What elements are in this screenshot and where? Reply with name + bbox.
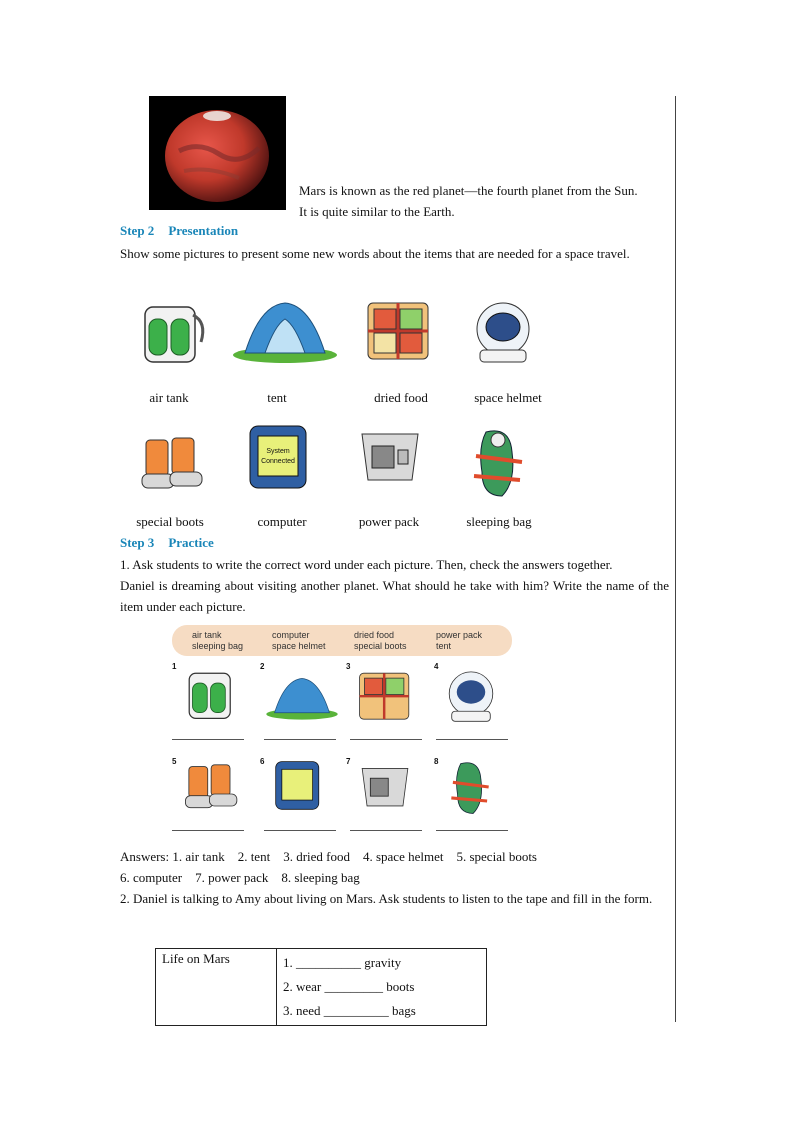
computer-icon [240, 418, 318, 500]
step2-number: Step 2 [120, 223, 155, 238]
bank-word: power pack [436, 630, 483, 640]
intro-line-2: It is quite similar to the Earth. [299, 204, 455, 219]
space-helmet-icon [466, 295, 540, 371]
caption-space-helmet: space helmet [474, 390, 542, 405]
space-helmet-icon [440, 665, 502, 729]
bank-word: tent [436, 641, 452, 651]
right-margin-line [675, 96, 676, 1022]
caption-computer: computer [257, 514, 307, 529]
step3-number: Step 3 [120, 535, 155, 550]
item-number: 1 [172, 662, 177, 671]
word-bank-col-1 [192, 630, 243, 652]
step3-paragraph-2: Daniel is dreaming about visiting another planet. What should he take with him? Write the name of the item under each picture. [120, 578, 669, 614]
sleeping-bag-icon [442, 755, 498, 819]
mars-image [149, 96, 286, 210]
step2-heading [120, 223, 252, 239]
caption-special-boots: special boots [136, 514, 204, 529]
answer-line [436, 830, 508, 831]
word-bank-col-3 [354, 630, 407, 652]
word-bank-col-4 [436, 630, 482, 652]
caption-air-tank: air tank [149, 390, 189, 405]
answer-line [172, 830, 244, 831]
form-row-boots[interactable]: 2. wear _________ boots [283, 979, 415, 994]
power-pack-icon [354, 757, 416, 819]
step3-heading [120, 535, 228, 551]
caption-sleeping-bag: sleeping bag [466, 514, 532, 529]
special-boots-icon [138, 430, 208, 500]
item-number: 4 [434, 662, 439, 671]
item-number: 7 [346, 757, 351, 766]
answer-line [436, 739, 508, 740]
svg-text:System: System [266, 448, 290, 455]
answer-line [350, 739, 422, 740]
item-number: 2 [260, 662, 265, 671]
air-tank-icon [135, 297, 213, 375]
step2-description: Show some pictures to present some new words about the items that are needed for a space travel. [120, 246, 630, 261]
answers-line-1: Answers: 1. air tank 2. tent 3. dried food 4. space helmet 5. special boots [120, 849, 537, 864]
item-number: 5 [172, 757, 177, 766]
item-number: 3 [346, 662, 351, 671]
form-row-bags[interactable]: 3. need __________ bags [283, 1003, 416, 1018]
answer-line [350, 830, 422, 831]
bank-word: air tank [192, 630, 222, 640]
form-row-gravity[interactable]: 1. __________ gravity [283, 955, 402, 970]
tent-icon [230, 295, 340, 365]
answer-line [264, 830, 336, 831]
tent-icon [264, 673, 340, 721]
step3-title: Practice [168, 535, 214, 550]
caption-tent: tent [267, 390, 287, 405]
sleeping-bag-icon [462, 422, 534, 502]
caption-dried-food: dried food [374, 390, 428, 405]
form-label: Life on Mars [156, 949, 277, 1026]
bank-word: space helmet [272, 641, 326, 651]
step3-paragraph-1: 1. Ask students to write the correct word under each picture. Then, check the answers together. [120, 557, 613, 572]
power-pack-icon [352, 420, 428, 496]
answer-line [172, 739, 244, 740]
form-fields [277, 949, 487, 1026]
item-number: 6 [260, 757, 265, 766]
svg-text:Connected: Connected [261, 458, 295, 465]
workbook-exercise [172, 625, 512, 835]
life-on-mars-form [155, 948, 487, 1026]
special-boots-icon [180, 758, 244, 818]
answers-line-2: 6. computer 7. power pack 8. sleeping bag [120, 870, 360, 885]
caption-power-pack: power pack [358, 514, 420, 529]
task-2-instructions: 2. Daniel is talking to Amy about living on Mars. Ask students to listen to the tape and fill in the form. [120, 891, 653, 906]
item-number: 8 [434, 757, 439, 766]
bank-word: dried food [354, 630, 395, 640]
word-bank-col-2 [272, 630, 326, 652]
air-tank-icon [180, 665, 246, 729]
answer-line [264, 739, 336, 740]
bank-word: sleeping bag [192, 641, 244, 651]
bank-word: special boots [354, 641, 407, 651]
step2-title: Presentation [168, 223, 239, 238]
intro-line-1: Mars is known as the red planet—the fourth planet from the Sun. [299, 183, 638, 198]
dried-food-icon [360, 293, 438, 371]
bank-word: computer [272, 630, 310, 640]
dried-food-icon [352, 665, 418, 729]
computer-icon [268, 755, 328, 819]
